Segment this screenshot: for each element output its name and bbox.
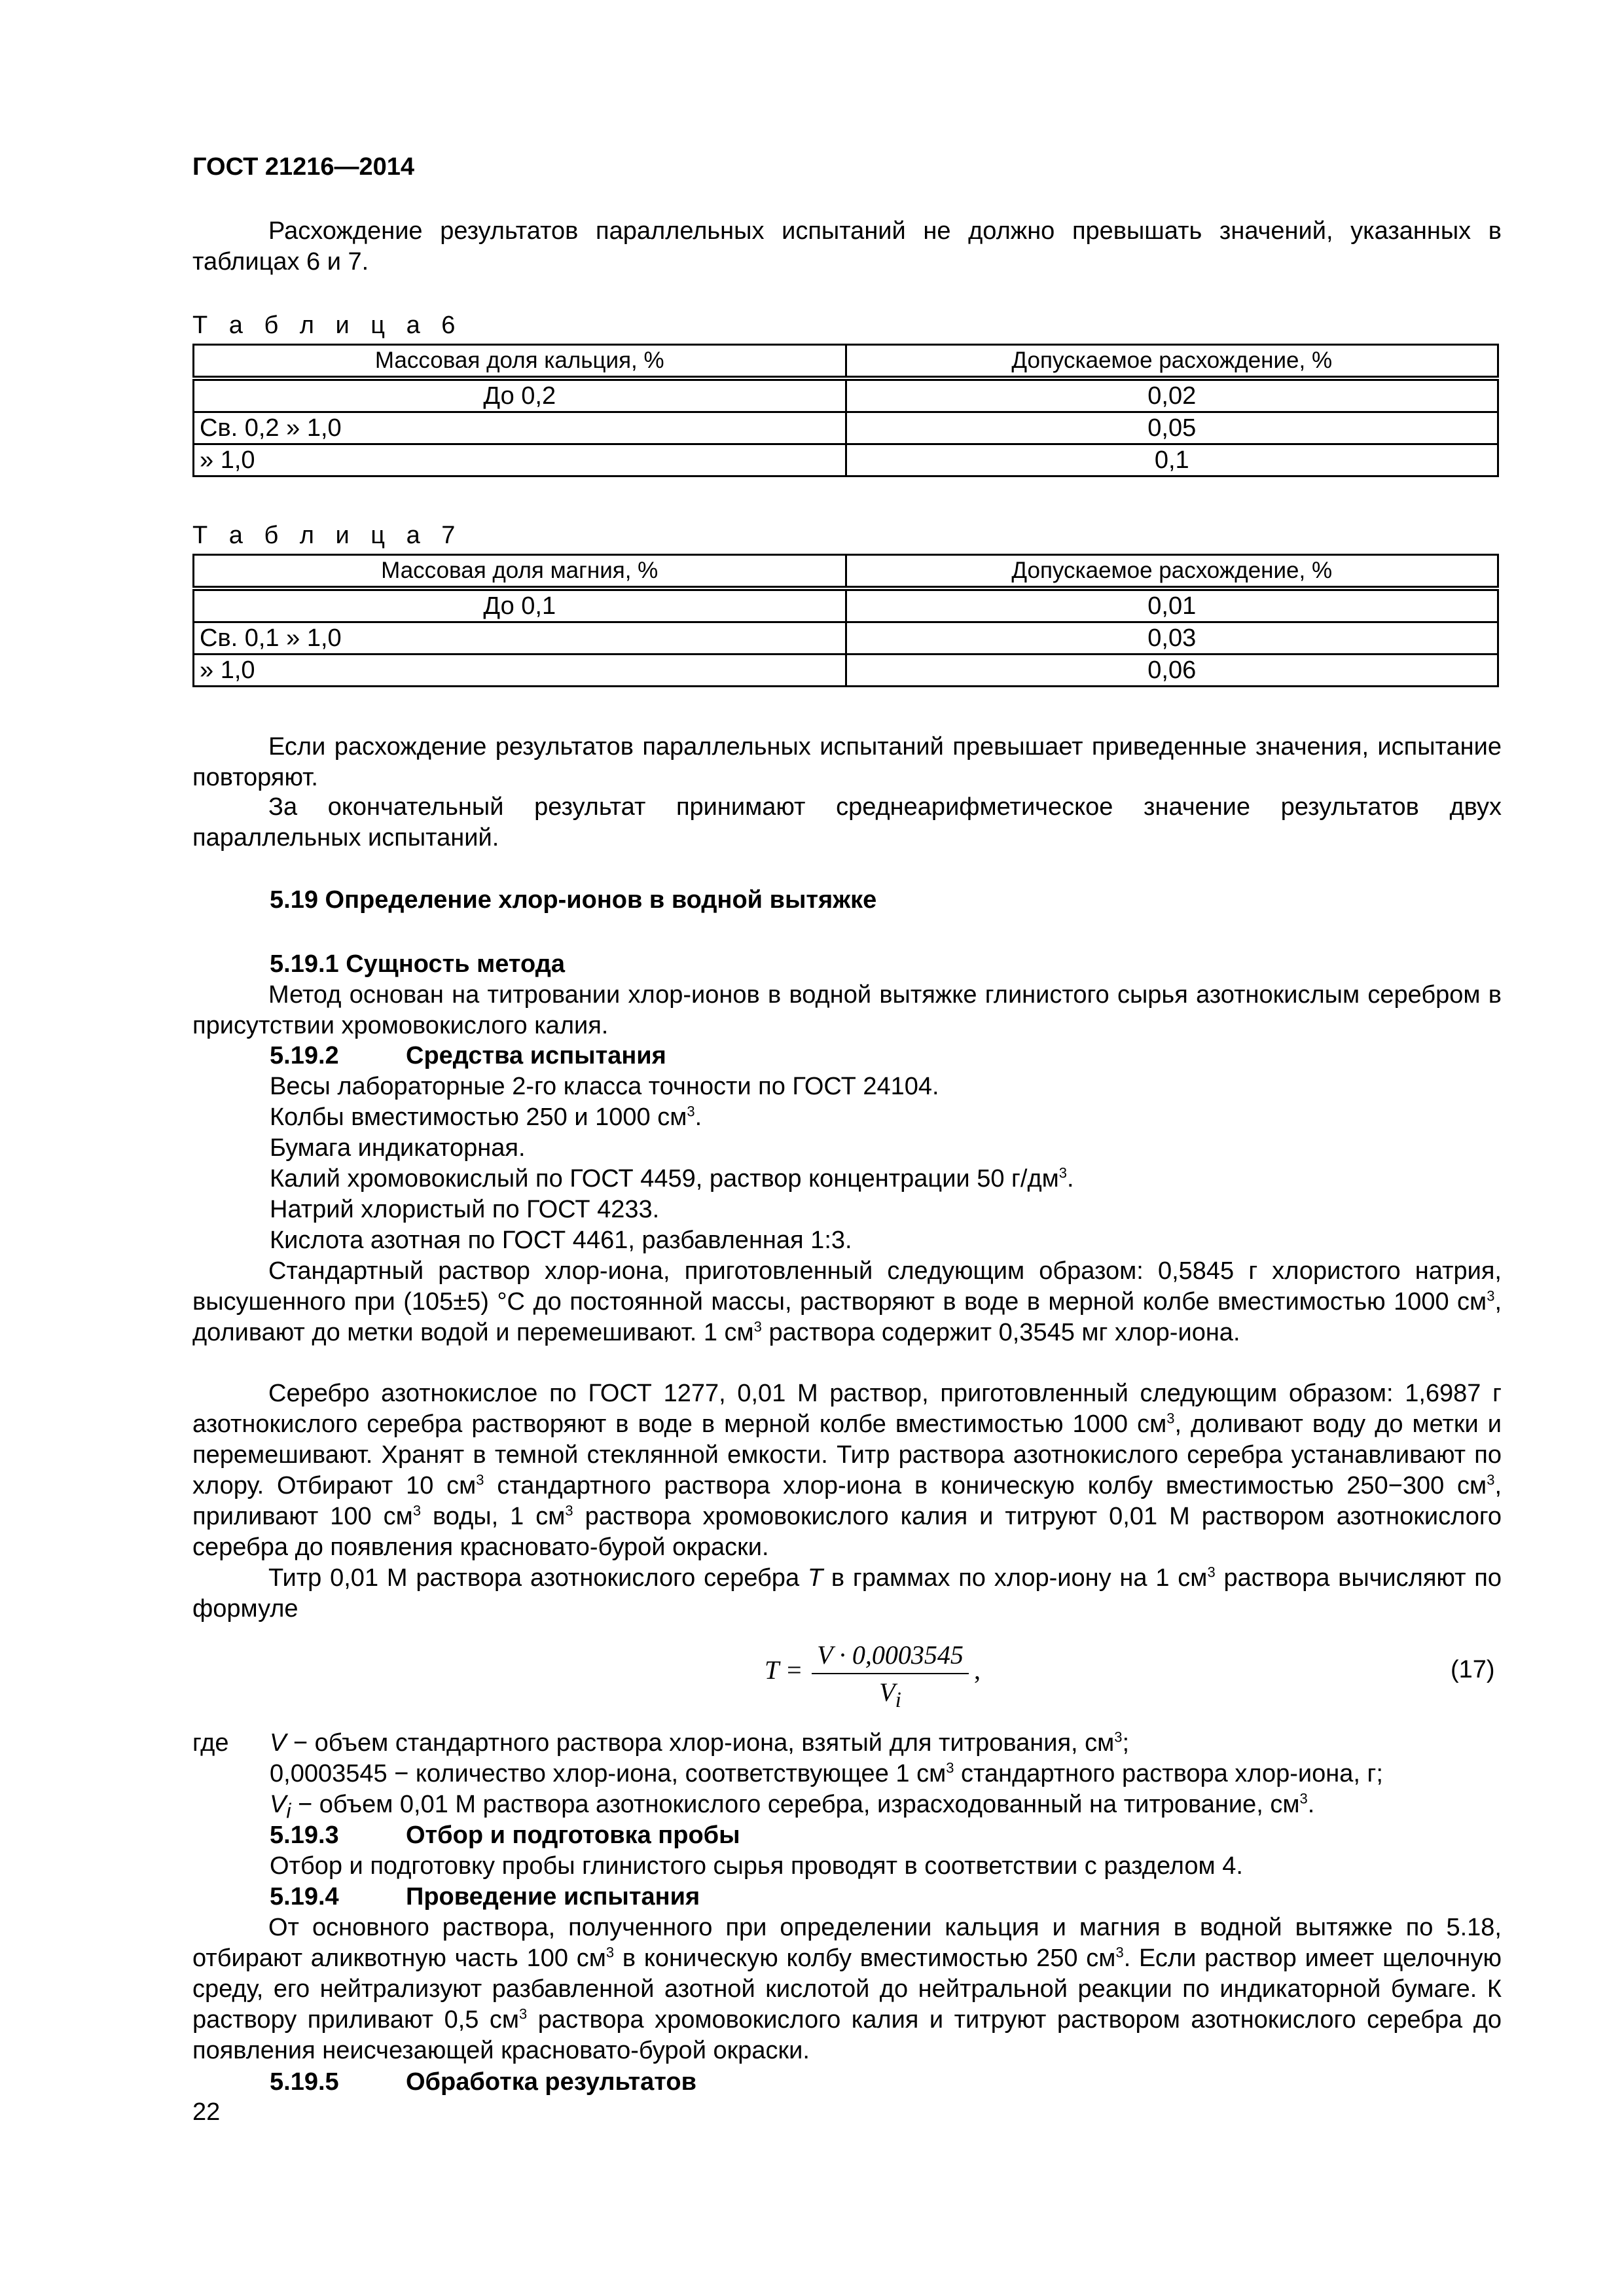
- table7-cell-value: 0,03: [846, 622, 1498, 655]
- table6-cell-value: 0,1: [846, 444, 1498, 476]
- table-row: [194, 378, 1498, 412]
- section-5-19-2-title: Средства испытания: [406, 1042, 666, 1069]
- table7: [192, 554, 1499, 687]
- table6: [192, 344, 1499, 477]
- where-vi-line: $V_i$ − объем 0,01 М раствора азотнокислого серебра, израсходованный на титрование, $см^3$.: [270, 1790, 1315, 1823]
- equipment-line: Калий хромовокислый по ГОСТ 4459, раствор концентрации 50 $г/дм^3$.: [270, 1164, 1074, 1193]
- table6-cell-value: 0,02: [846, 378, 1498, 412]
- page-number: 22: [192, 2098, 221, 2126]
- table-row: [194, 444, 1498, 476]
- table-row: [194, 622, 1498, 655]
- section-5-19-5-number: 5.19.5: [270, 2068, 339, 2096]
- section-5-19-4-number: 5.19.4: [270, 1883, 339, 1910]
- table6-cell-range: » 1,0: [194, 444, 846, 476]
- table7-cell-range: До 0,1: [194, 588, 846, 622]
- table7-header-col2: Допускаемое расхождение, %: [846, 555, 1498, 589]
- equipment-line: Колбы вместимостью 250 и 1000 $см^3$.: [270, 1103, 702, 1131]
- table6-cell-value: 0,05: [846, 412, 1498, 444]
- table7-cell-range: » 1,0: [194, 655, 846, 687]
- repeat-paragraph: Если расхождение результатов параллельных испытаний превышает приведенные значения, испытание повторяют.: [192, 733, 1502, 791]
- formula-fraction: [812, 1640, 969, 1715]
- table6-header-col2: Допускаемое расхождение, %: [846, 345, 1498, 379]
- table7-cell-value: 0,06: [846, 655, 1498, 687]
- table7-cell-range: Св. 0,1 » 1,0: [194, 622, 846, 655]
- where-label: где: [192, 1729, 229, 1757]
- formula-comma: ,: [974, 1655, 981, 1685]
- section-5-19-title: 5.19 Определение хлор-ионов в водной вытяжке: [270, 886, 877, 914]
- table7-header-col1: Массовая доля магния, %: [194, 555, 846, 589]
- equipment-line: Кислота азотная по ГОСТ 4461, разбавленная 1:3.: [270, 1227, 852, 1254]
- fraction-bar: [812, 1673, 969, 1674]
- section-5-19-5-title: Обработка результатов: [406, 2068, 696, 2096]
- formula-numerator: V · 0,0003545: [817, 1640, 964, 1670]
- equipment-line: Натрий хлористый по ГОСТ 4233.: [270, 1196, 660, 1223]
- final-result-paragraph: За окончательный результат принимают среднеарифметическое значение результатов двух параллельных испытаний.: [192, 793, 1502, 852]
- equipment-line: Бумага индикаторная.: [270, 1134, 526, 1162]
- table7-caption: Т а б л и ц а 7: [192, 522, 463, 549]
- formula-lhs: T =: [765, 1655, 803, 1685]
- formula-number: (17): [1451, 1656, 1495, 1683]
- table-row: [194, 588, 1498, 622]
- section-5-19-3-title: Отбор и подготовка пробы: [406, 1821, 740, 1849]
- standard-solution-paragraph: Стандартный раствор хлор-иона, приготовленный следующим образом: 0,5845 г хлористого натрия, высушенного при (105±5) °С до постоянной массы, растворяют в воде в мерной колбе вместимостью 1000 $см^3$, доливают до метки водой и перемешивают. 1 $см^3$ раствора содержит 0,3545 мг хлор-иона.: [192, 1257, 1502, 1346]
- section-5-19-1-title: 5.19.1 Сущность метода: [270, 950, 565, 978]
- section-5-19-4-text: От основного раствора, полученного при определении кальция и магния в водной вытяжке по 5.18, отбирают аликвотную часть 100 $см^3$ в коническую колбу вместимостью 250 $см^3$. Если раствор имеет щелочную среду, его нейтрализуют разбавленной азотной кислотой до нейтральной реакции по индикаторной бумаге. К раствору приливают 0,5 $см^3$ раствора хромовокислого калия и титруют раствором азотнокислого серебра до появления неисчезающей красновато-бурой окраски.: [192, 1914, 1502, 2064]
- section-5-19-4-title: Проведение испытания: [406, 1883, 700, 1910]
- where-v-line: V − объем стандартного раствора хлор-иона, взятый для титрования, $см^3$;: [270, 1729, 1130, 1757]
- section-5-19-3-number: 5.19.3: [270, 1821, 339, 1849]
- titer-paragraph: Титр 0,01 М раствора азотнокислого серебра T в граммах по хлор-иону на 1 $см^3$ раствора вычисляют по формуле: [192, 1564, 1502, 1623]
- table6-cell-range: Св. 0,2 » 1,0: [194, 412, 846, 444]
- where-constant-line: 0,0003545 − количество хлор-иона, соответствующее 1 $см^3$ стандартного раствора хлор-иона, г;: [270, 1759, 1383, 1787]
- table-row: [194, 412, 1498, 444]
- table6-caption: Т а б л и ц а 6: [192, 312, 463, 339]
- formula-denominator: $V_i$: [879, 1677, 901, 1712]
- document-header: ГОСТ 21216—2014: [192, 153, 415, 181]
- table7-cell-value: 0,01: [846, 588, 1498, 622]
- table6-cell-range: До 0,2: [194, 378, 846, 412]
- table-row: [194, 655, 1498, 687]
- equipment-line: Весы лабораторные 2-го класса точности по ГОСТ 24104.: [270, 1073, 939, 1100]
- section-5-19-3-text: Отбор и подготовку пробы глинистого сырья проводят в соответствии с разделом 4.: [270, 1852, 1243, 1880]
- section-5-19-2-number: 5.19.2: [270, 1042, 339, 1069]
- silver-nitrate-paragraph: Серебро азотнокислое по ГОСТ 1277, 0,01 М раствор, приготовленный следующим образом: 1,6987 г азотнокислого серебра растворяют в воде в мерной колбе вместимостью 1000 $см^3$, доливают воду до метки и перемешивают. Хранят в темной стеклянной емкости. Титр раствора азотнокислого серебра устанавливают по хлору. Отбирают 10 $см^3$ стандартного раствора хлор-иона в коническую колбу вместимостью 250−300 $см^3$, приливают 100 $см^3$ воды, 1 $см^3$ раствора хромовокислого калия и титруют 0,01 М раствором азотнокислого серебра до появления красновато-бурой окраски.: [192, 1380, 1502, 1561]
- section-5-19-1-text: Метод основан на титровании хлор-ионов в водной вытяжке глинистого сырья азотнокислым серебром в присутствии хромовокислого калия.: [192, 981, 1502, 1039]
- table6-header-col1: Массовая доля кальция, %: [194, 345, 846, 379]
- intro-paragraph: Расхождение результатов параллельных испытаний не должно превышать значений, указанных в таблицах 6 и 7.: [192, 217, 1502, 276]
